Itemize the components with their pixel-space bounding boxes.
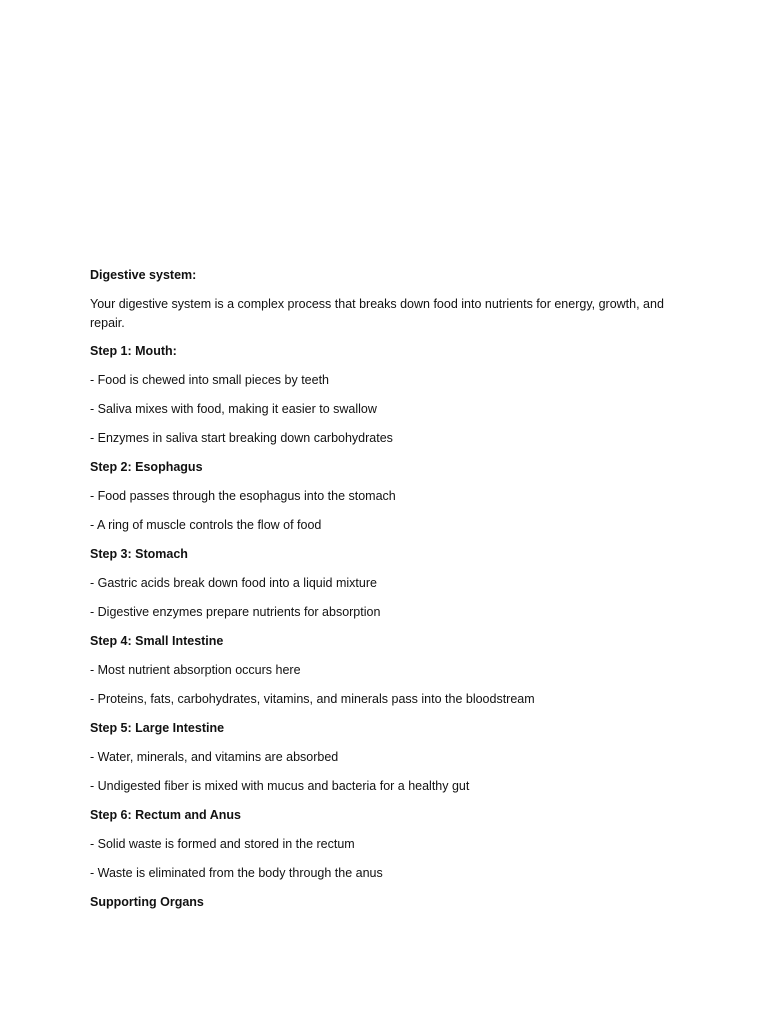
- step-6-bullet: - Waste is eliminated from the body through the anus: [90, 866, 383, 880]
- step-2-bullet: - Food passes through the esophagus into the stomach: [90, 489, 396, 503]
- step-2-bullet: - A ring of muscle controls the flow of food: [90, 518, 322, 532]
- step-3-heading: Step 3: Stomach: [90, 547, 188, 561]
- step-3-bullet: - Digestive enzymes prepare nutrients for absorption: [90, 605, 381, 619]
- step-5-bullet: - Undigested fiber is mixed with mucus and bacteria for a healthy gut: [90, 779, 470, 793]
- step-1-bullet: - Food is chewed into small pieces by teeth: [90, 373, 330, 387]
- step-1-bullet: - Enzymes in saliva start breaking down carbohydrates: [90, 431, 393, 445]
- step-4-bullet: - Proteins, fats, carbohydrates, vitamins, and minerals pass into the bloodstream: [90, 692, 535, 706]
- intro-paragraph: Your digestive system is a complex process that breaks down food into nutrients for energy, growth, and repair.: [90, 297, 664, 330]
- step-5-bullet: - Water, minerals, and vitamins are absorbed: [90, 750, 339, 764]
- step-5-heading: Step 5: Large Intestine: [90, 721, 225, 735]
- step-3-bullet: - Gastric acids break down food into a liquid mixture: [90, 576, 377, 590]
- supporting-organs-heading: Supporting Organs: [90, 895, 204, 909]
- step-6-bullet: - Solid waste is formed and stored in the rectum: [90, 837, 355, 851]
- document-page: [90, 266, 690, 922]
- step-2-heading: Step 2: Esophagus: [90, 460, 203, 474]
- step-6-heading: Step 6: Rectum and Anus: [90, 808, 241, 822]
- document-title: Digestive system:: [90, 268, 197, 282]
- step-4-bullet: - Most nutrient absorption occurs here: [90, 663, 301, 677]
- step-1-heading: Step 1: Mouth:: [90, 344, 177, 358]
- step-4-heading: Step 4: Small Intestine: [90, 634, 224, 648]
- step-1-bullet: - Saliva mixes with food, making it easier to swallow: [90, 402, 377, 416]
